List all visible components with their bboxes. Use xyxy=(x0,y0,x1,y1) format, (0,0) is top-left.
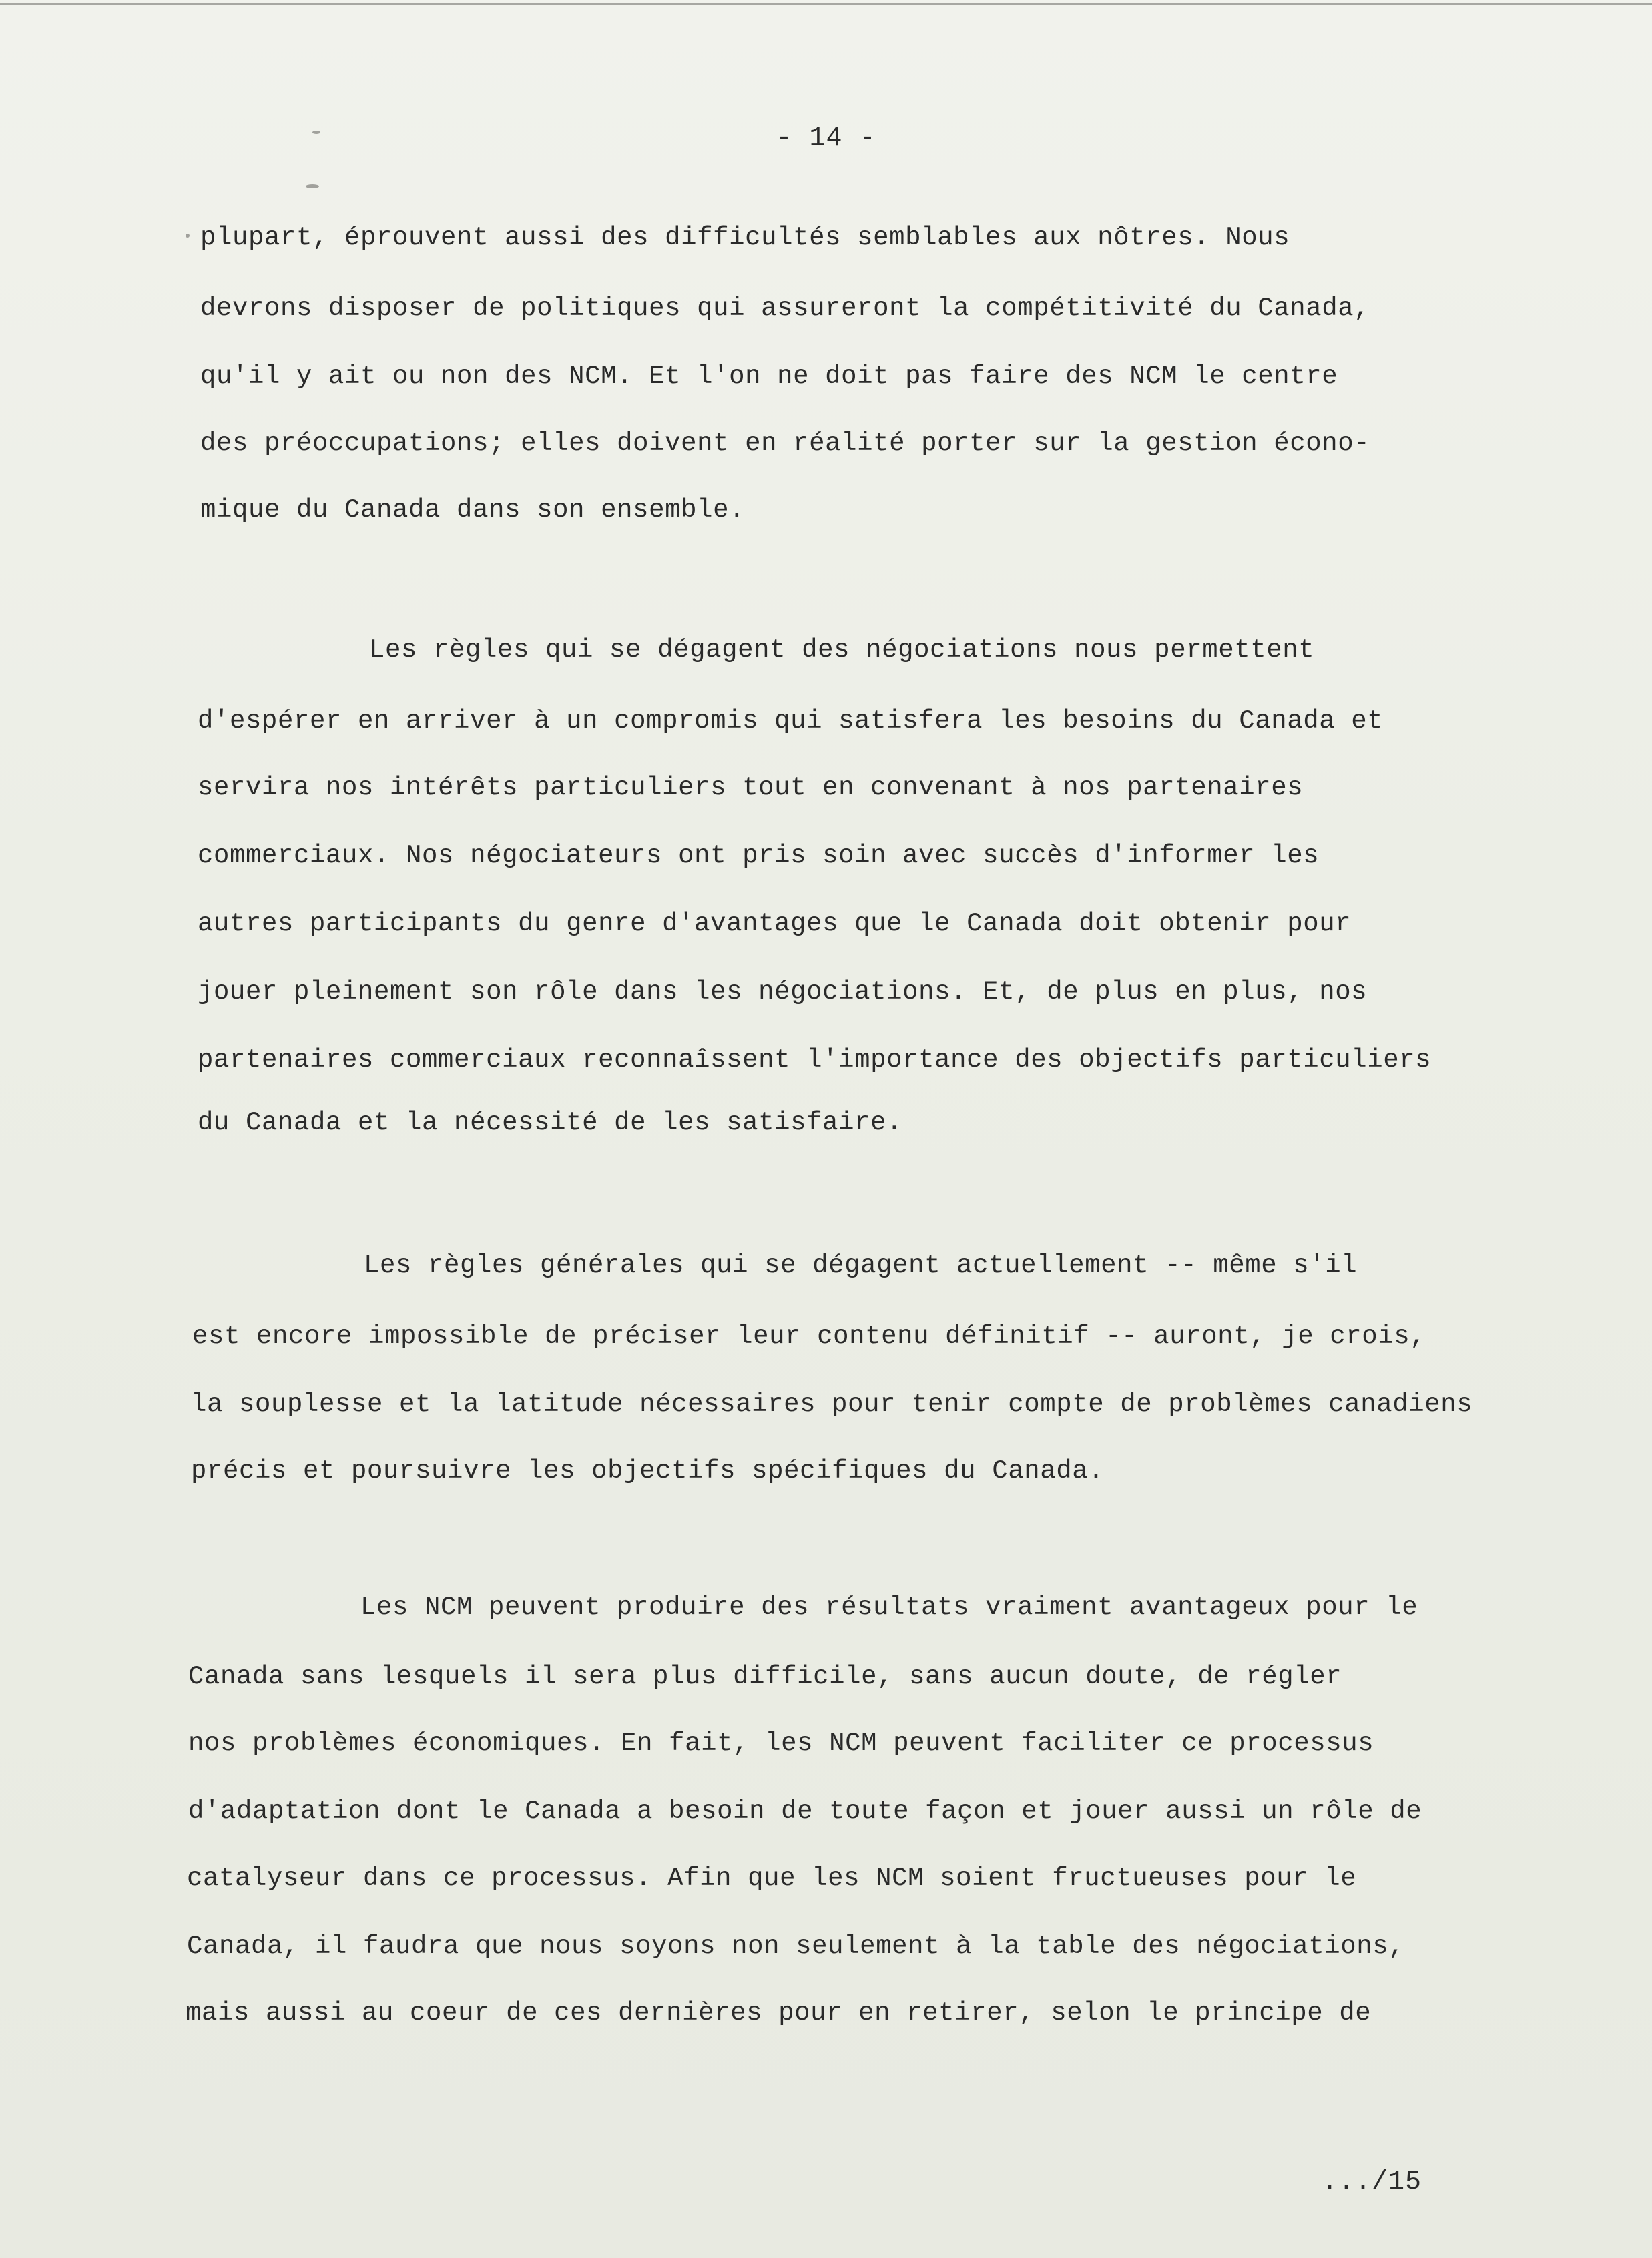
body-line: précis et poursuivre les objectifs spécifiques du Canada. xyxy=(191,1456,1105,1486)
body-line: autres participants du genre d'avantages que le Canada doit obtenir pour xyxy=(198,909,1352,938)
body-line: d'espérer en arriver à un compromis qui satisfera les besoins du Canada et xyxy=(198,706,1384,736)
body-line: nos problèmes économiques. En fait, les NCM peuvent faciliter ce processus xyxy=(188,1729,1374,1758)
body-line: jouer pleinement son rôle dans les négociations. Et, de plus en plus, nos xyxy=(198,977,1368,1007)
body-line: Les règles qui se dégagent des négociations nous permettent xyxy=(369,635,1315,665)
body-line: plupart, éprouvent aussi des difficultés semblables aux nôtres. Nous xyxy=(200,223,1290,252)
body-line: des préoccupations; elles doivent en réalité porter sur la gestion écono- xyxy=(200,429,1370,458)
body-line: mique du Canada dans son ensemble. xyxy=(200,495,746,525)
body-line: partenaires commerciaux reconnaîssent l'importance des objectifs particuliers xyxy=(198,1045,1432,1075)
body-line: du Canada et la nécessité de les satisfaire. xyxy=(198,1108,903,1137)
continuation-marker: .../15 xyxy=(1322,2167,1422,2197)
body-line: qu'il y ait ou non des NCM. Et l'on ne doit pas faire des NCM le centre xyxy=(200,362,1338,391)
ink-speck xyxy=(306,184,319,188)
body-line: est encore impossible de préciser leur contenu définitif -- auront, je crois, xyxy=(192,1322,1426,1351)
body-line: servira nos intérêts particuliers tout en convenant à nos partenaires xyxy=(198,773,1304,802)
body-line: devrons disposer de politiques qui assureront la compétitivité du Canada, xyxy=(200,294,1370,323)
body-line: la souplesse et la latitude nécessaires pour tenir compte de problèmes canadiens xyxy=(191,1390,1473,1419)
body-line: Canada sans lesquels il sera plus difficile, sans aucun doute, de régler xyxy=(188,1662,1342,1691)
ink-speck xyxy=(186,234,190,238)
body-line: d'adaptation dont le Canada a besoin de toute façon et jouer aussi un rôle de xyxy=(188,1797,1422,1826)
body-line: Canada, il faudra que nous soyons non seulement à la table des négociations, xyxy=(187,1932,1405,1961)
body-line: Les NCM peuvent produire des résultats vraiment avantageux pour le xyxy=(360,1593,1418,1622)
body-line: mais aussi au coeur de ces dernières pour en retirer, selon le principe de xyxy=(186,1998,1372,2028)
body-line: commerciaux. Nos négociateurs ont pris soin avec succès d'informer les xyxy=(198,841,1320,870)
top-edge-line xyxy=(0,3,1652,5)
page-number: - 14 - xyxy=(776,123,876,154)
body-line: Les règles générales qui se dégagent actuellement -- même s'il xyxy=(364,1251,1358,1280)
body-line: catalyseur dans ce processus. Afin que les NCM soient fructueuses pour le xyxy=(187,1864,1357,1893)
